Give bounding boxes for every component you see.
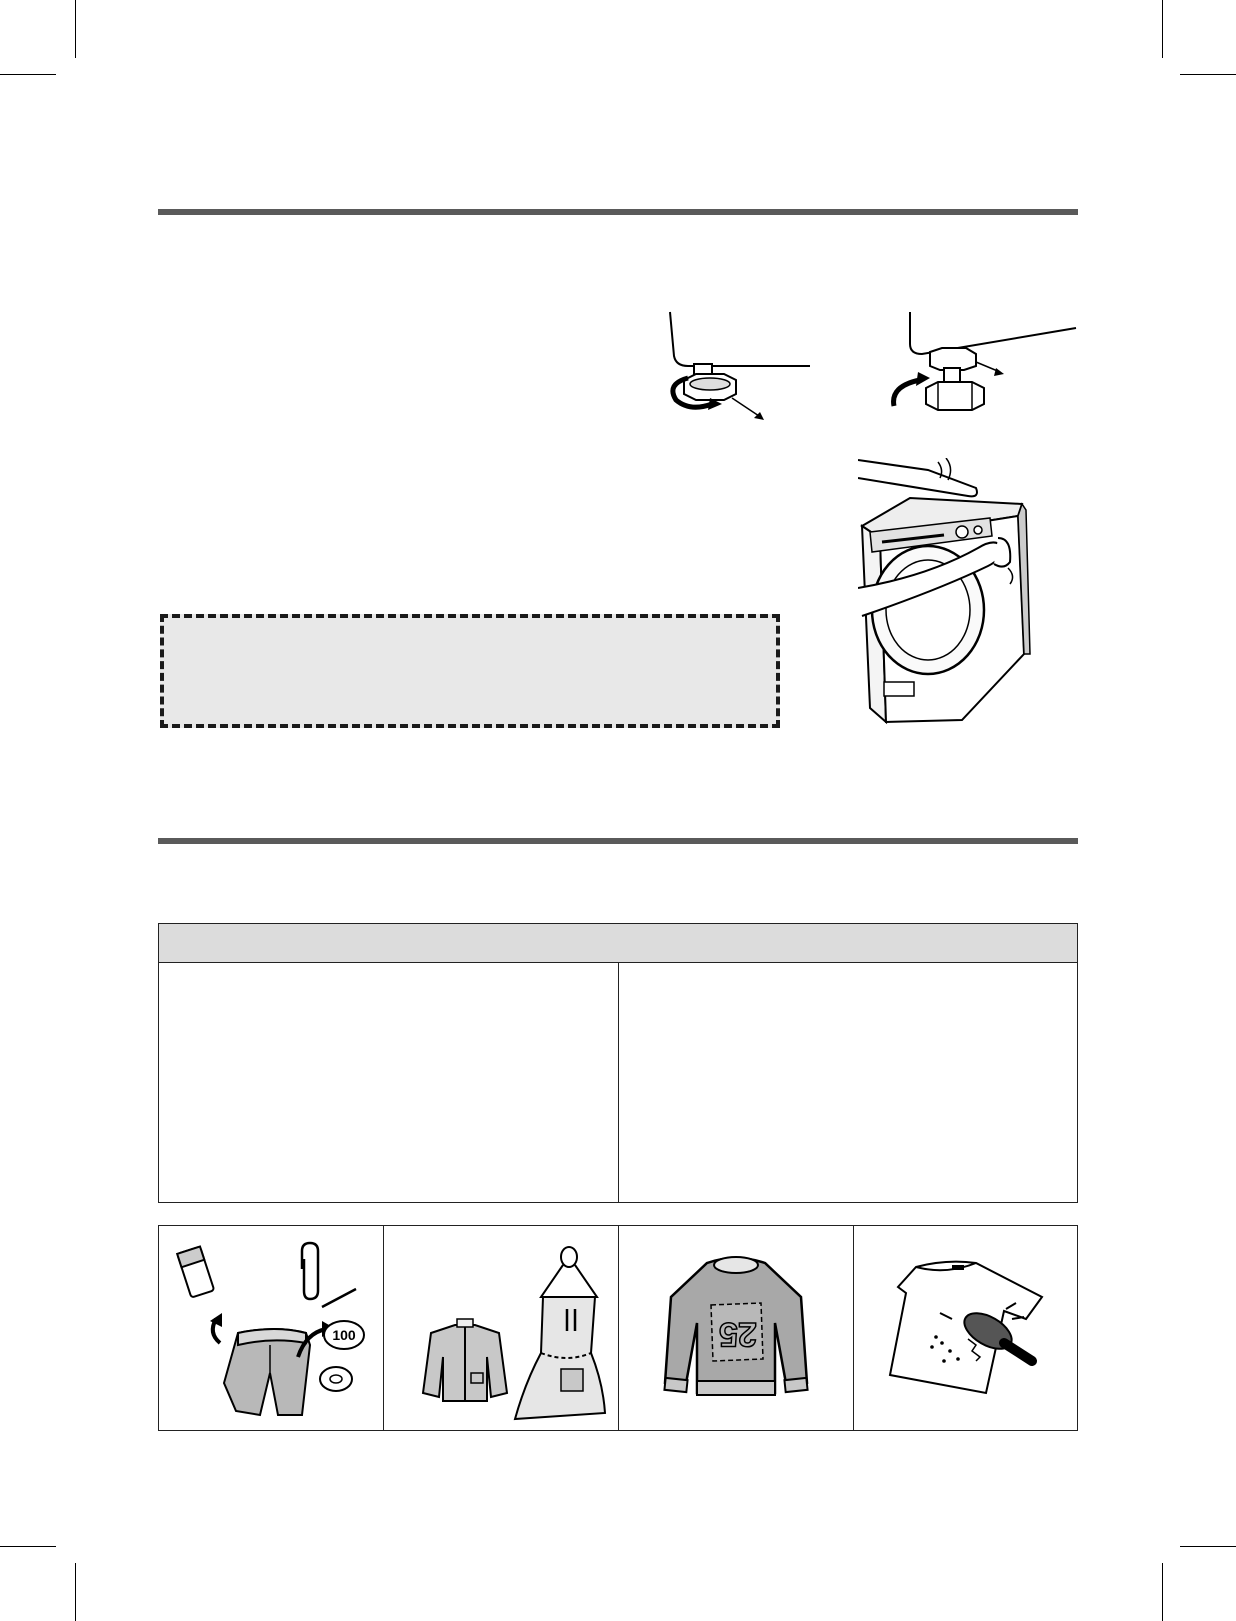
pockets-cell — [159, 1226, 384, 1431]
crop-mark — [1162, 0, 1163, 58]
sorting-table-right-cell — [618, 963, 1078, 1203]
sweater-number: 25 — [719, 1315, 757, 1353]
section-rule-leveling — [158, 209, 1078, 215]
crop-mark — [1180, 1546, 1236, 1547]
crop-mark — [0, 1546, 56, 1547]
leveling-foot-turn-icon — [660, 308, 820, 428]
section-rule-sorting — [158, 838, 1078, 844]
brush-lint-icon — [876, 1253, 1056, 1403]
turn-inside-out-icon — [661, 1243, 811, 1413]
leveling-foot-raise-icon — [880, 308, 1080, 418]
close-zippers-icon — [391, 1233, 611, 1423]
sorting-table — [158, 923, 1078, 1203]
crop-mark — [1180, 74, 1236, 75]
crop-mark — [1162, 1563, 1163, 1621]
crop-mark — [0, 74, 56, 75]
coin-label: 100 — [332, 1327, 356, 1343]
laundry-prep-illustrations — [158, 1225, 1078, 1431]
washer-rock-test-icon — [858, 458, 1040, 728]
empty-pockets-icon — [166, 1233, 376, 1423]
note-box — [160, 614, 780, 728]
crop-mark — [75, 0, 76, 58]
brush-lint-cell — [854, 1226, 1078, 1431]
crop-mark — [75, 1563, 76, 1621]
inside-out-cell — [619, 1226, 854, 1431]
sorting-table-header — [159, 924, 1078, 963]
zippers-cell — [384, 1226, 619, 1431]
sorting-table-left-cell — [159, 963, 619, 1203]
